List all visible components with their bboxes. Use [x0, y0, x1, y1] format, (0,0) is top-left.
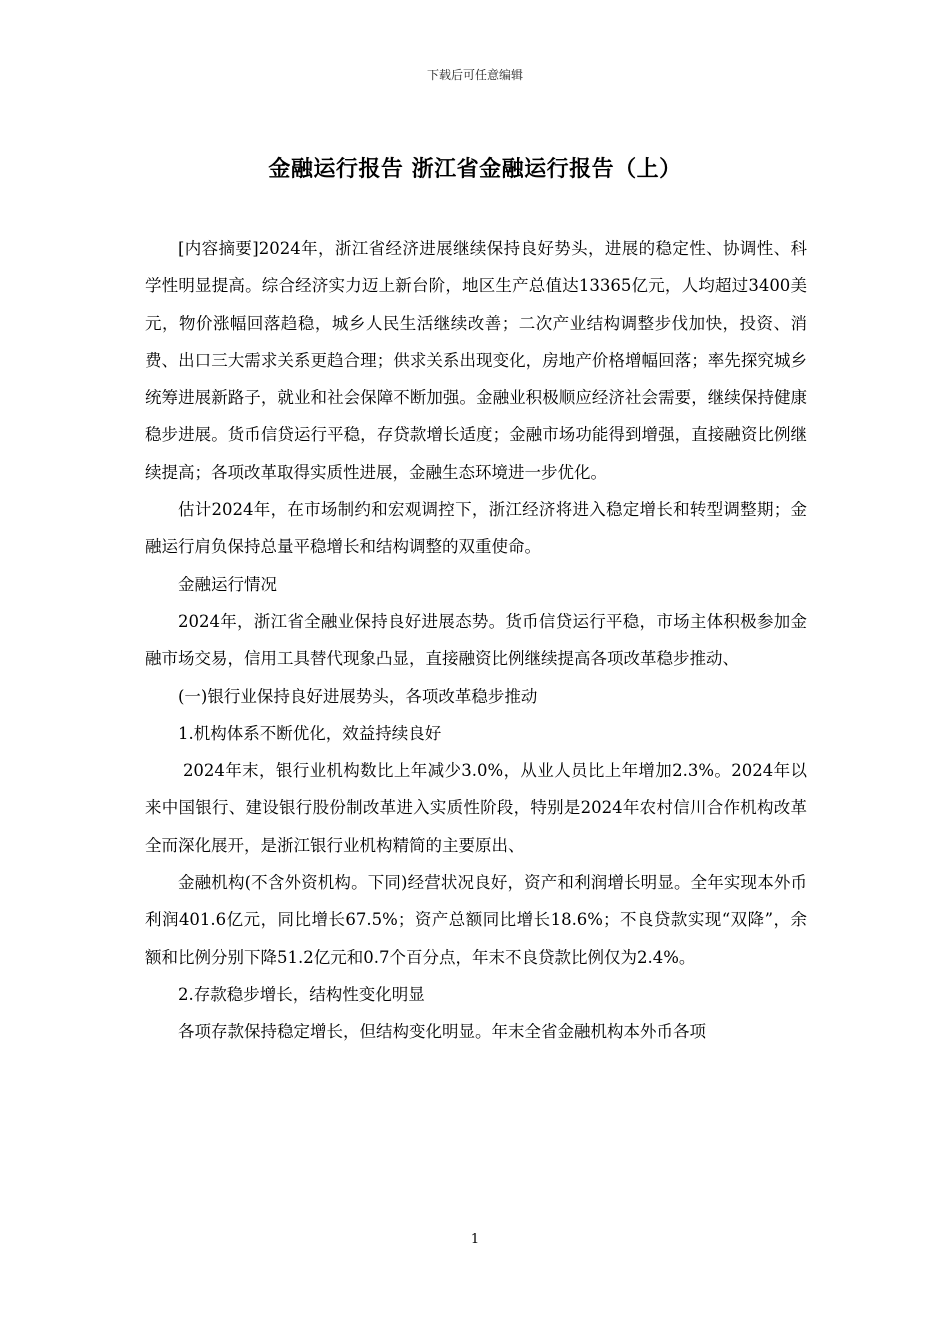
paragraph-deposits: 各项存款保持稳定增长，但结构变化明显。年末全省金融机构本外币各项	[178, 1022, 706, 1042]
page-number: 1	[470, 1232, 480, 1247]
paragraph-overview: 2024年，浙江省全融业保持良好进展态势。货币信贷运行平稳，市场主体积极参加金融市场交易，信用工具替代现象凸显，直接融资比例继续提高各项改革稳步推动、	[145, 611, 807, 669]
section-heading-banking: (一)银行业保持良好进展势头，各项改革稳步推动	[178, 686, 538, 706]
document-body	[145, 230, 807, 1051]
subheading-deposits: 2.存款稳步增长，结构性变化明显	[178, 984, 425, 1004]
paragraph-forecast: 估计2024年，在市场制约和宏观调控下，浙江经济将进入稳定增长和转型调整期；金融运行肩负保持总量平稳增长和结构调整的双重使命。	[145, 500, 807, 557]
paragraph-summary: [内容摘要]2024年，浙江省经济进展继续保持良好势头，进展的稳定性、协调性、科学性明显提高。综合经济实力迈上新台阶，地区生产总值达13365亿元，人均超过3400美元，物价涨幅回落趋稳，城乡人民生活继续改善；二次产业结构调整步伐加快，投资、消费、出口三大需求关系更趋合理；供求关系出现变化，房地产价格增幅回落；率先探究城乡统筹进展新路子，就业和社会保障不断加强。金融业积极顺应经济社会需要，继续保持健康稳步进展。货币信贷运行平稳，存贷款增长适度；金融市场功能得到增强，直接融资比例继续提高；各项改革取得实质性进展，金融生态环境进一步优化。	[145, 239, 807, 482]
paragraph-institutions: 2024年末，银行业机构数比上年减少3.0%，从业人员比上年增加2.3%。2024年以来中国银行、建设银行股份制改革进入实质性阶段，特别是2024年农村信川合作机构改革全而深化展开，是浙江银行业机构精简的主要原出、	[145, 761, 807, 855]
section-heading-financial-operation: 金融运行情况	[178, 574, 277, 594]
page-header-note: 下载后可任意编辑	[426, 68, 523, 82]
subheading-institutions: 1.机构体系不断优化，效益持续良好	[178, 723, 442, 743]
document-title: 金融运行报告 浙江省金融运行报告（上）	[268, 157, 682, 182]
paragraph-profits: 金融机构(不含外资机构。下同)经营状况良好，资产和利润增长明显。全年实现本外币利润401.6亿元，同比增长67.5%；资产总额同比增长18.6%；不良贷款实现“双降”，余额和比例分别下降51.2亿元和0.7个百分点，年末不良贷款比例仅为2.4%。	[145, 873, 807, 967]
